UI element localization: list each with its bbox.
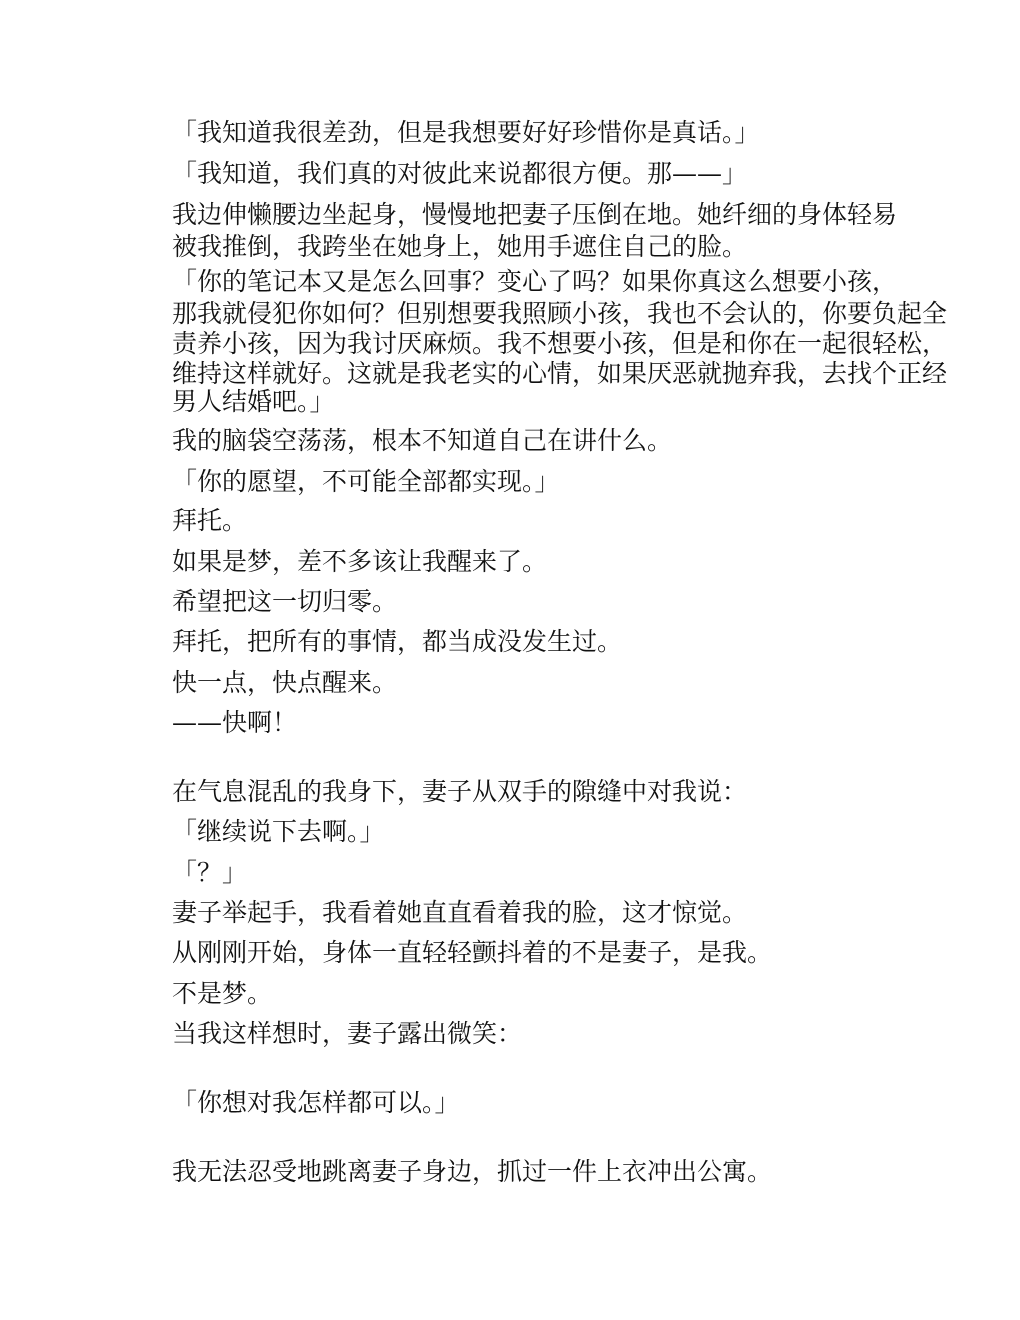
paragraph-3-line-1: 我边伸懒腰边坐起身，慢慢地把妻子压倒在地。她纤细的身体轻易 — [172, 200, 898, 229]
paragraph-13: 在气息混乱的我身下，妻子从双手的隙缝中对我说： — [172, 777, 748, 806]
paragraph-4-line-4: 维持这样就好。这就是我老实的心情，如果厌恶就抛弃我，去找个正经 — [172, 359, 948, 388]
paragraph-8: 如果是梦，差不多该让我醒来了。 — [172, 547, 548, 576]
paragraph-18: 不是梦。 — [172, 979, 273, 1008]
paragraph-19: 当我这样想时，妻子露出微笑： — [172, 1019, 523, 1048]
paragraph-4-line-5: 男人结婚吧。」 — [172, 387, 335, 416]
paragraph-4-line-2: 那我就侵犯你如何？但别想要我照顾小孩，我也不会认的，你要负起全 — [172, 299, 948, 328]
paragraph-5: 我的脑袋空荡荡，根本不知道自己在讲什么。 — [172, 426, 673, 455]
paragraph-11: 快一点，快点醒来。 — [172, 668, 398, 697]
paragraph-16: 妻子举起手，我看着她直直看着我的脸，这才惊觉。 — [172, 898, 748, 927]
paragraph-10: 拜托，把所有的事情，都当成没发生过。 — [172, 627, 623, 656]
paragraph-17: 从刚刚开始，身体一直轻轻颤抖着的不是妻子，是我。 — [172, 938, 773, 967]
paragraph-9: 希望把这一切归零。 — [172, 587, 398, 616]
paragraph-4-line-3: 责养小孩，因为我讨厌麻烦。我不想要小孩，但是和你在一起很轻松， — [172, 329, 948, 358]
paragraph-6: 「你的愿望，不可能全部都实现。」 — [172, 467, 560, 496]
paragraph-3-line-2: 被我推倒，我跨坐在她身上，她用手遮住自己的脸。 — [172, 232, 748, 261]
paragraph-7: 拜托。 — [172, 506, 248, 535]
paragraph-2: 「我知道，我们真的对彼此来说都很方便。那——」 — [172, 159, 748, 188]
paragraph-21: 我无法忍受地跳离妻子身边，抓过一件上衣冲出公寓。 — [172, 1157, 773, 1186]
paragraph-12: ——快啊！ — [172, 708, 298, 737]
paragraph-1: 「我知道我很差劲，但是我想要好好珍惜你是真话。」 — [172, 118, 760, 147]
paragraph-20: 「你想对我怎样都可以。」 — [172, 1088, 460, 1117]
paragraph-15: 「？」 — [172, 858, 248, 887]
paragraph-4-line-1: 「你的笔记本又是怎么回事？变心了吗？如果你真这么想要小孩， — [172, 267, 898, 296]
paragraph-14: 「继续说下去啊。」 — [172, 817, 385, 846]
